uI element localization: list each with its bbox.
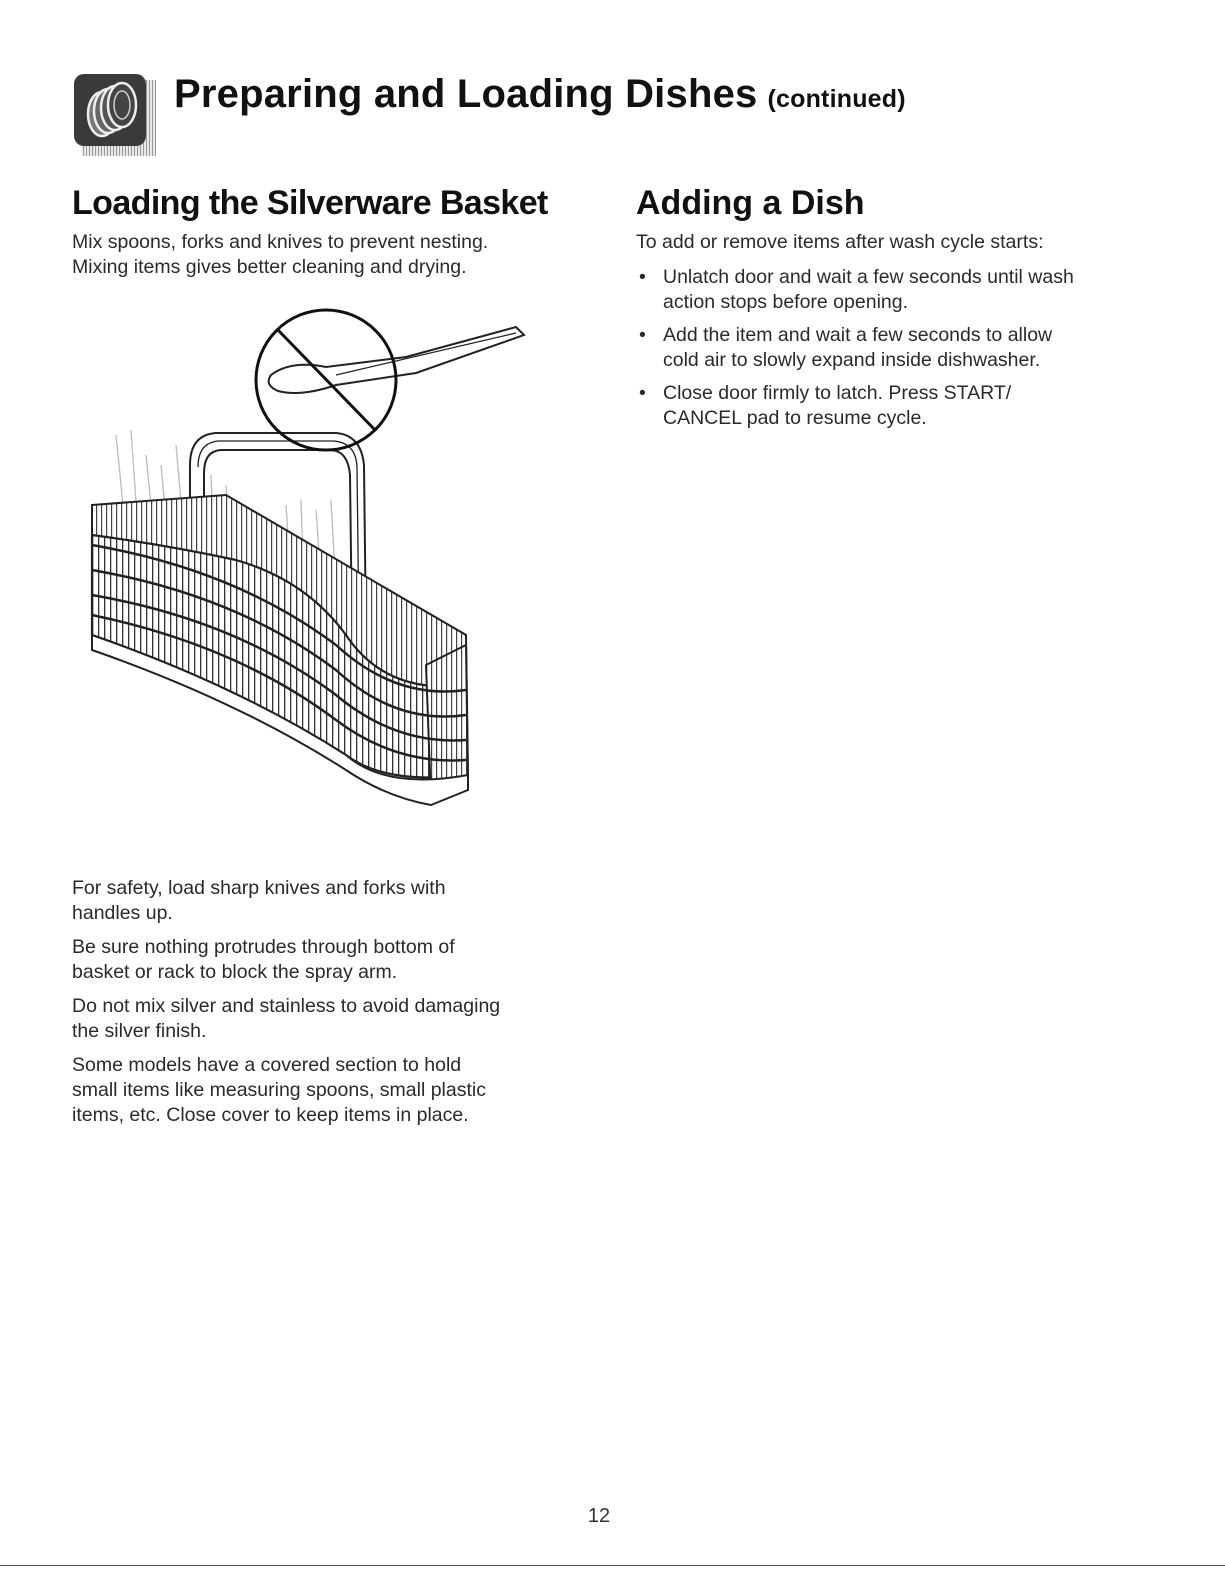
list-item-line: Add the item and wait a few seconds to allow — [663, 324, 1053, 346]
note-line: items, etc. Close cover to keep items in place. — [72, 1104, 469, 1126]
list-item-line: cold air to slowly expand inside dishwasher. — [663, 349, 1041, 371]
prohibited-spoon-icon — [256, 310, 524, 450]
silverware-intro — [72, 230, 572, 280]
page-title — [174, 72, 906, 117]
note-paragraph — [72, 935, 572, 985]
page-number: 12 — [587, 1505, 611, 1527]
note-paragraph — [72, 876, 572, 926]
note-paragraph — [72, 994, 572, 1044]
page-header — [74, 70, 1174, 160]
silverware-heading: Loading the Silverware Basket — [72, 184, 548, 222]
note-line: small items like measuring spoons, small plastic — [72, 1079, 486, 1101]
silverware-notes — [72, 876, 572, 1137]
note-line: Do not mix silver and stainless to avoid damaging — [72, 995, 501, 1017]
page-title-text: Preparing and Loading Dishes — [174, 72, 758, 116]
note-line: the silver finish. — [72, 1020, 207, 1042]
bottom-divider — [0, 1565, 1225, 1566]
list-item-line: Close door firmly to latch. Press START/ — [663, 382, 1012, 404]
adding-dish-steps — [636, 265, 1156, 431]
silverware-intro-line: Mix spoons, forks and knives to prevent nesting. — [72, 231, 489, 253]
bullet-icon: • — [639, 324, 646, 346]
page-title-suffix: (continued) — [767, 85, 906, 113]
list-item — [636, 381, 1156, 431]
bullet-icon: • — [639, 382, 646, 404]
note-paragraph — [72, 1053, 572, 1128]
bullet-icon: • — [639, 266, 646, 288]
silverware-section — [72, 180, 572, 280]
adding-dish-section — [636, 180, 1156, 439]
note-line: For safety, load sharp knives and forks with — [72, 877, 446, 899]
list-item-line: action stops before opening. — [663, 291, 909, 313]
note-line: handles up. — [72, 902, 173, 924]
list-item — [636, 323, 1156, 373]
silverware-basket-illustration — [86, 305, 546, 825]
note-line: Be sure nothing protrudes through bottom of — [72, 936, 455, 958]
list-item-line: CANCEL pad to resume cycle. — [663, 407, 927, 429]
adding-dish-intro: To add or remove items after wash cycle starts: — [636, 231, 1044, 253]
adding-dish-heading: Adding a Dish — [636, 184, 865, 222]
note-line: Some models have a covered section to hold — [72, 1054, 462, 1076]
silverware-intro-line: Mixing items gives better cleaning and drying. — [72, 256, 467, 278]
dishes-icon — [74, 74, 156, 156]
note-line: basket or rack to block the spray arm. — [72, 961, 398, 983]
list-item-line: Unlatch door and wait a few seconds until wash — [663, 266, 1074, 288]
list-item — [636, 265, 1156, 315]
